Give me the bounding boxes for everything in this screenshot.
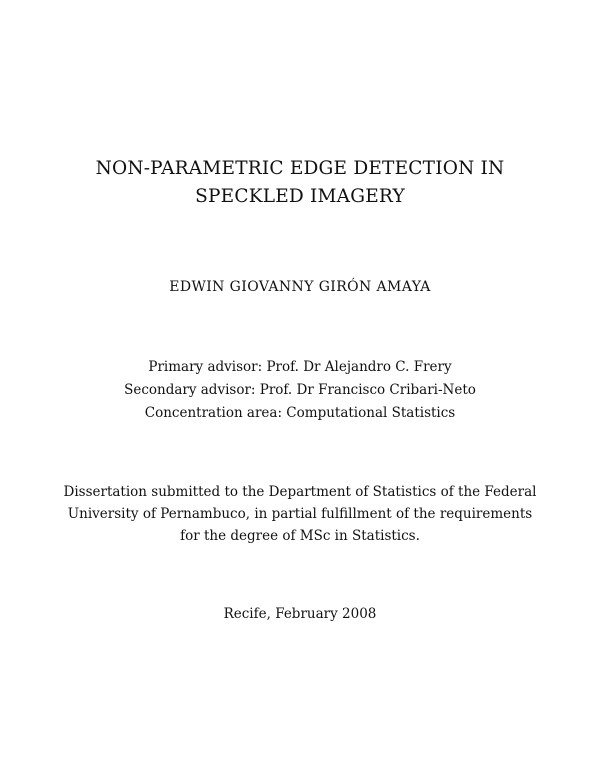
secondary-advisor: Secondary advisor: Prof. Dr Francisco Cribari-Neto (124, 382, 476, 398)
author-name: EDWIN GIOVANNY GIRÓN AMAYA (169, 279, 431, 295)
submission-line-1: Dissertation submitted to the Department of Statistics of the Federal (63, 484, 537, 500)
submission-line-2: University of Pernambuco, in partial fulfillment of the requirements (67, 506, 533, 522)
concentration-area: Concentration area: Computational Statistics (144, 405, 456, 421)
place-date: Recife, February 2008 (223, 606, 377, 622)
title-line-2: SPECKLED IMAGERY (195, 186, 405, 207)
title-line-1: NON-PARAMETRIC EDGE DETECTION IN (95, 158, 505, 179)
submission-line-3: for the degree of MSc in Statistics. (180, 528, 420, 544)
primary-advisor: Primary advisor: Prof. Dr Alejandro C. Frery (148, 359, 452, 375)
